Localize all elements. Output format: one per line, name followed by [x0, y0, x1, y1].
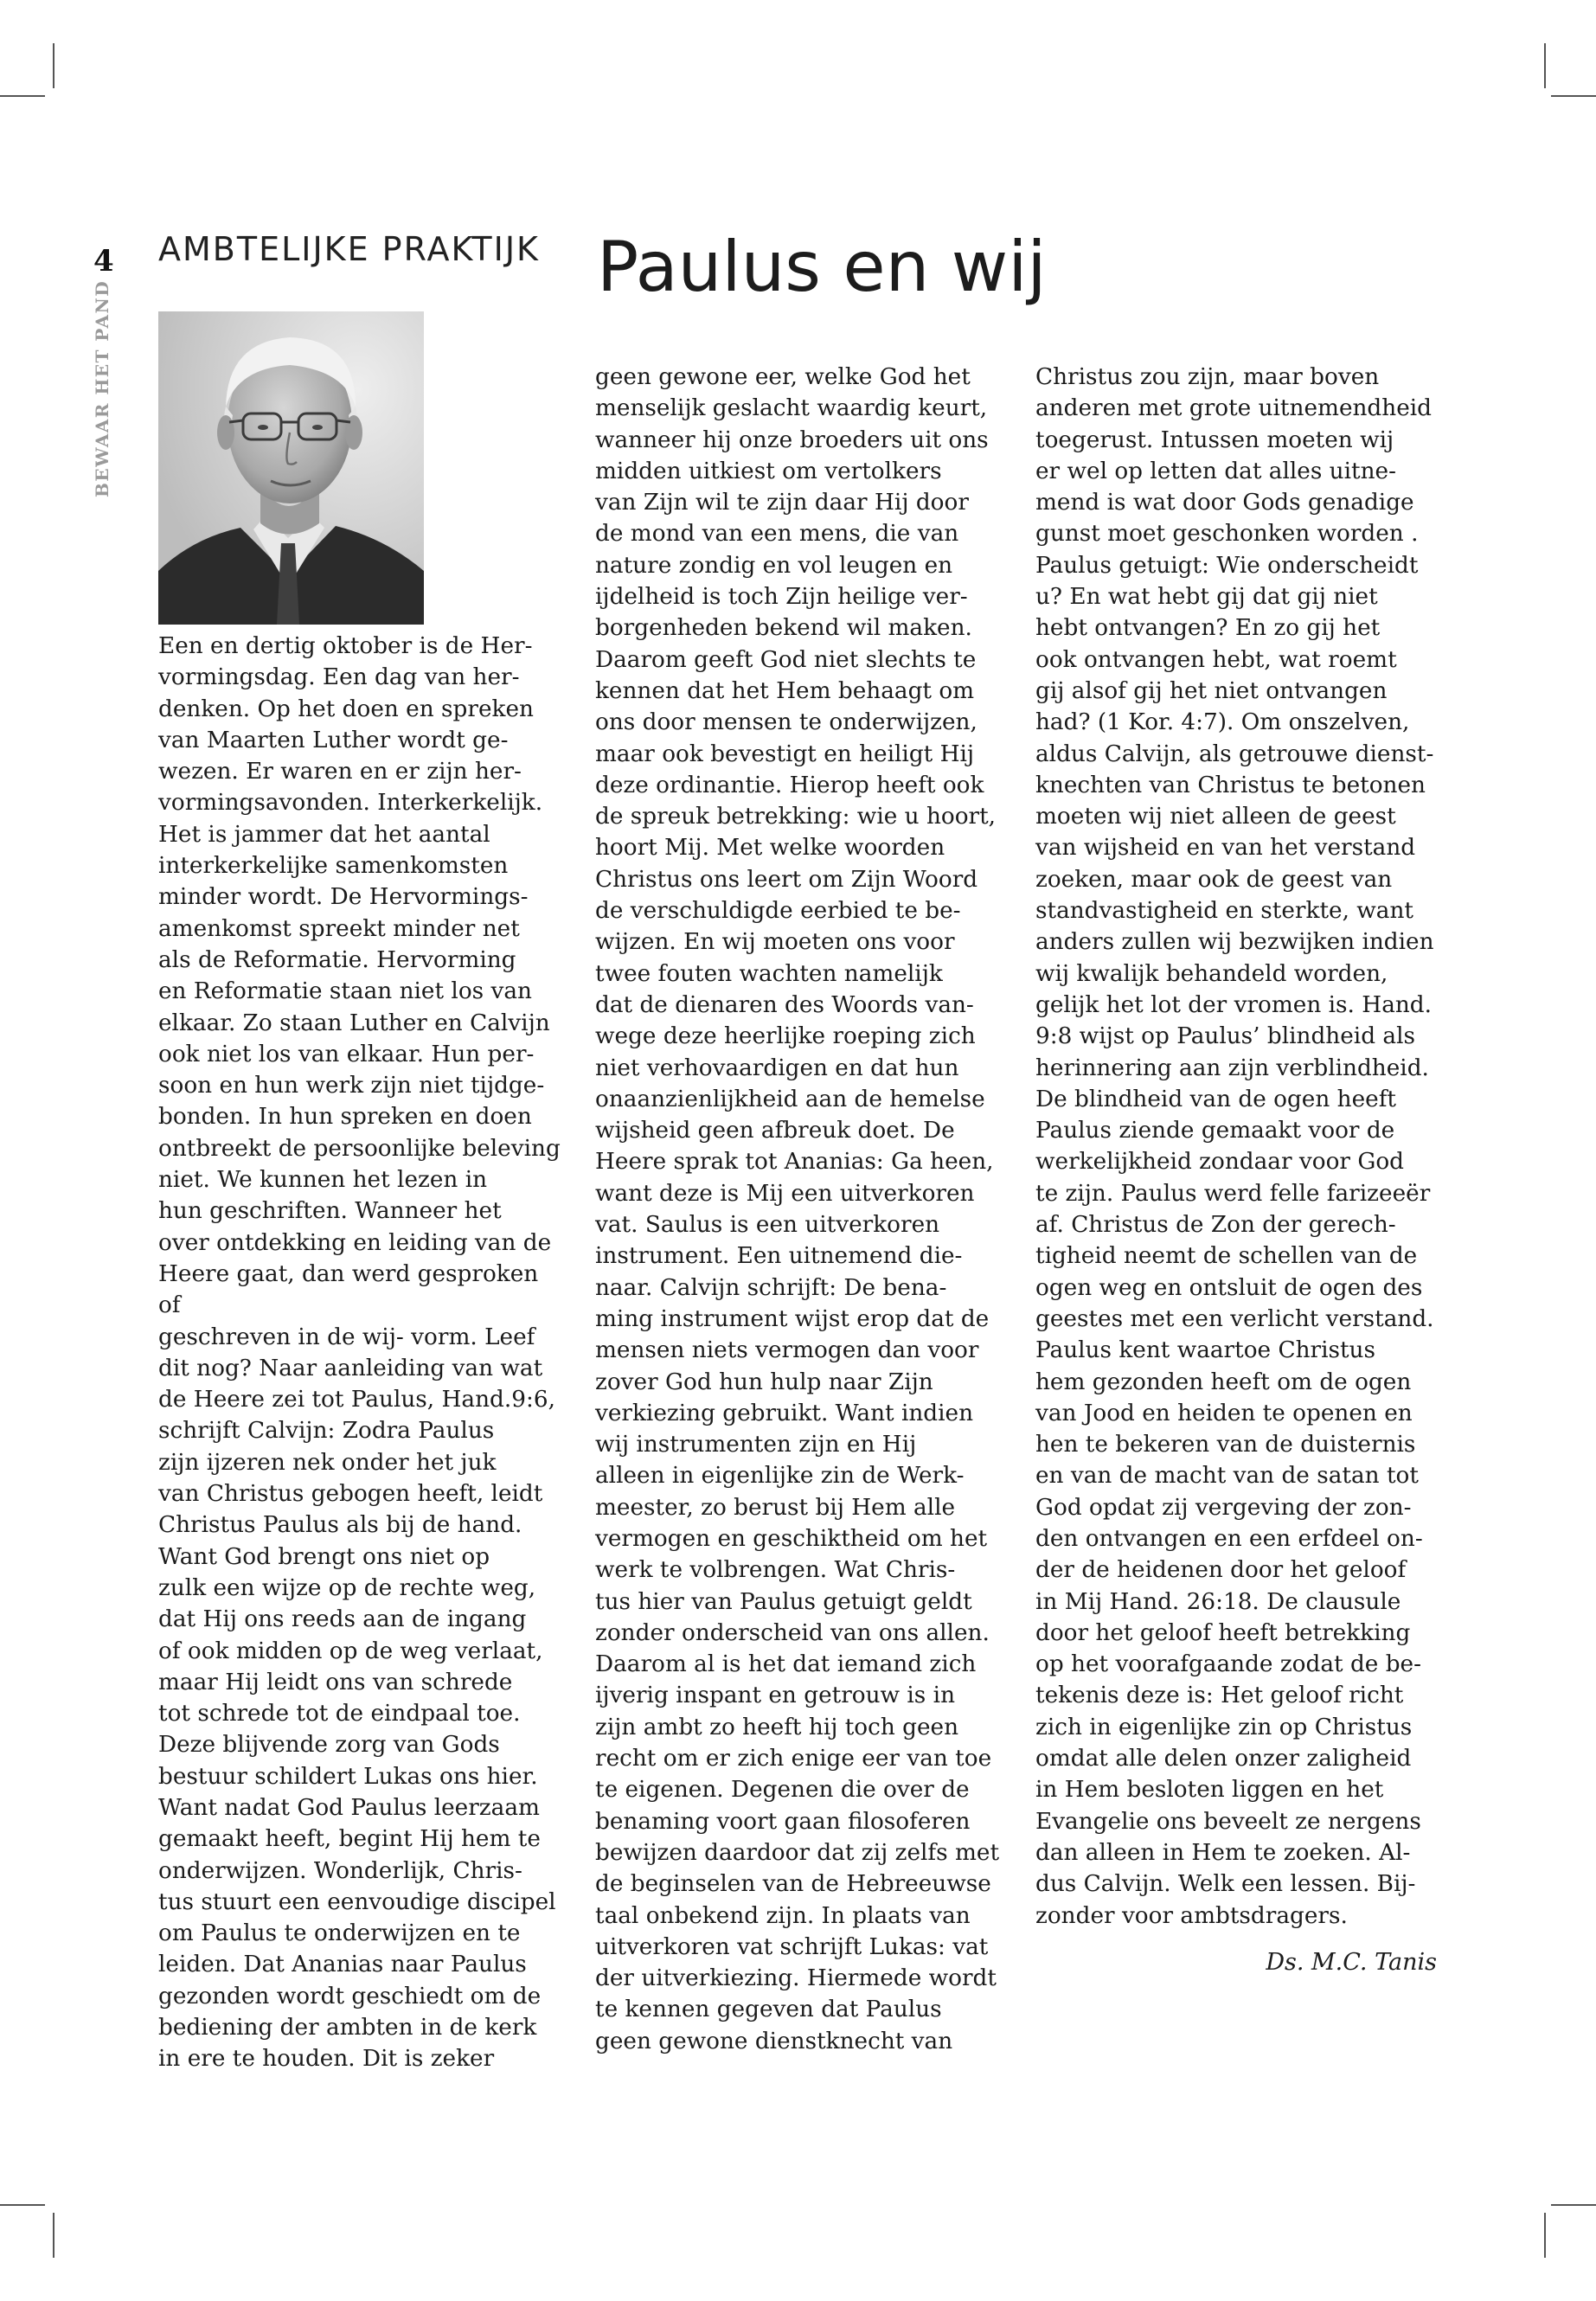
author-signature: Ds. M.C. Tanis [1266, 1949, 1437, 1976]
crop-mark-top-left-vertical [53, 43, 54, 88]
author-portrait-photo [158, 311, 424, 625]
article-column-1: Een en dertig oktober is de Her- vormingsdag. Een dag van her- denken. Op het doen en spreken van Maarten Luther wordt ge- wezen. Er waren en er zijn her- vormingsavonden. Interkerkelijk. Het is jammer dat het aantal interkerkelijke samenkomsten minder wordt. De Hervormings- amenkomst spreekt minder net als de Reformatie. Hervorming en Reformatie staan niet los van elkaar. Zo staan Luther en Calvijn ook niet los van elkaar. Hun per- soon en hun werk zijn niet tijdge- bonden. In hun spreken en doen ontbreekt de persoonlijke beleving niet. We kunnen het lezen in hun geschriften. Wanneer het over ontdekking en leiding van de Heere gaat, dan werd gesproken of geschreven in de wij- vorm. Leef dit nog? Naar aanleiding van wat de Heere zei tot Paulus, Hand.9:6, schrijft Calvijn: Zodra Paulus zijn ijzeren nek onder het juk van Christus gebogen heeft, leidt Christus Paulus als bij de hand. Want God brengt ons niet op zulk een wijze op de rechte weg, dat Hij ons reeds aan de ingang of ook midden op de weg verlaat, maar Hij leidt ons van schrede tot schrede tot de eindpaal toe. Deze blijvende zorg van Gods bestuur schildert Lukas ons hier. Want nadat God Paulus leerzaam gemaakt heeft, begint Hij hem te onderwijzen. Wonderlijk, Chris- tus stuurt een eenvoudige discipel om Paulus te onderwijzen en te leiden. Dat Ananias naar Paulus gezonden wordt geschiedt om de bediening der ambten in de kerk in ere te houden. Dit is zeker [158, 633, 561, 2073]
crop-mark-bottom-right-horizontal [1551, 2204, 1596, 2206]
page-number: 4 [93, 244, 114, 279]
portrait-illustration [158, 311, 424, 625]
article-title: Paulus en wij [597, 227, 1047, 307]
crop-mark-top-right-horizontal [1551, 95, 1596, 97]
crop-mark-top-left-horizontal [0, 95, 45, 97]
crop-mark-bottom-left-horizontal [0, 2204, 45, 2206]
article-column-2: geen gewone eer, welke God het menselijk geslacht waardig keurt, wanneer hij onze broeders uit ons midden uitkiest om vertolkers van Zijn wil te zijn daar Hij door de mond van een mens, die van nature zondig en vol leugen en ijdelheid is toch Zijn heilige ver- borgenheden bekend wil maken. Daarom geeft God niet slechts te kennen dat het Hem behaagt om ons door mensen te onderwijzen, maar ook bevestigt en heiligt Hij deze ordinantie. Hierop heeft ook de spreuk betrekking: wie u hoort, hoort Mij. Met welke woorden Christus ons leert om Zijn Woord de verschuldigde eerbied te be- wijzen. En wij moeten ons voor twee fouten wachten namelijk dat de dienaren des Woords van- wege deze heerlijke roeping zich niet verhovaardigen en dat hun onaanzienlijkheid aan de hemelse wijsheid geen afbreuk doet. De Heere sprak tot Ananias: Ga heen, want deze is Mij een uitverkoren vat. Saulus is een uitverkoren instrument. Een uitnemend die- naar. Calvijn schrijft: De bena- ming instrument wijst erop dat de mensen niets vermogen dan voor zover God hun hulp naar Zijn verkiezing gebruikt. Want indien wij instrumenten zijn en Hij alleen in eigenlijke zin de Werk- meester, zo berust bij Hem alle vermogen en geschiktheid om het werk te volbrengen. Wat Chris- tus hier van Paulus getuigt geldt zonder onderscheid van ons allen. Daarom al is het dat iemand zich ijverig inspant en getrouw is in zijn ambt zo heeft hij toch geen recht om er zich enige eer van toe te eigenen. Degenen die over de benaming voort gaan filosoferen bewijzen daardoor dat zij zelfs met de beginselen van de Hebreeuwse taal onbekend zijn. In plaats van uitverkoren vat schrijft Lukas: vat der uitverkiezing. Hiermede wordt te kennen gegeven dat Paulus geen gewone dienstknecht van [595, 364, 1000, 2054]
crop-mark-top-right-vertical [1544, 43, 1546, 88]
article-column-3: Christus zou zijn, maar boven anderen met grote uitnemendheid toegerust. Intussen moeten wij er wel op letten dat alles uitne- mend is wat door Gods genadige gunst moet geschonken worden . Paulus getuigt: Wie onderscheidt u? En wat hebt gij dat gij niet hebt ontvangen? En zo gij het ook ontvangen hebt, wat roemt gij alsof gij het niet ontvangen had? (1 Kor. 4:7). Om onszelven, aldus Calvijn, als getrouwe dienst- knechten van Christus te betonen moeten wij niet alleen de geest van wijsheid en van het verstand zoeken, maar ook de geest van standvastigheid en sterkte, want anders zullen wij bezwijken indien wij kwalijk behandeld worden, gelijk het lot der vromen is. Hand. 9:8 wijst op Paulus’ blindheid als herinnering aan zijn verblindheid. De blindheid van de ogen heeft Paulus ziende gemaakt voor de werkelijkheid zondaar voor God te zijn. Paulus werd felle farizeeër af. Christus de Zon der gerech- tigheid neemt de schellen van de ogen weg en ontsluit de ogen des geestes met een verlicht verstand. Paulus kent waartoe Christus hem gezonden heeft om de ogen van Jood en heiden te openen en hen te bekeren van de duisternis en van de macht van de satan tot God opdat zij vergeving der zon- den ontvangen en een erfdeel on- der de heidenen door het geloof in Mij Hand. 26:18. De clausule door het geloof heeft betrekking op het voorafgaande zodat de be- tekenis deze is: Het geloof richt zich in eigenlijke zin op Christus omdat alle delen onzer zaligheid in Hem besloten liggen en het Evangelie ons beveelt ze nergens dan alleen in Hem te zoeken. Al- dus Calvijn. Welk een lessen. Bij- zonder voor ambtsdragers. [1035, 364, 1434, 1929]
publication-side-label: BEWAAR HET PAND [92, 279, 112, 497]
section-title: AMBTELIJKE PRAKTIJK [158, 230, 540, 268]
crop-mark-bottom-left-vertical [53, 2213, 54, 2258]
crop-mark-bottom-right-vertical [1544, 2213, 1546, 2258]
